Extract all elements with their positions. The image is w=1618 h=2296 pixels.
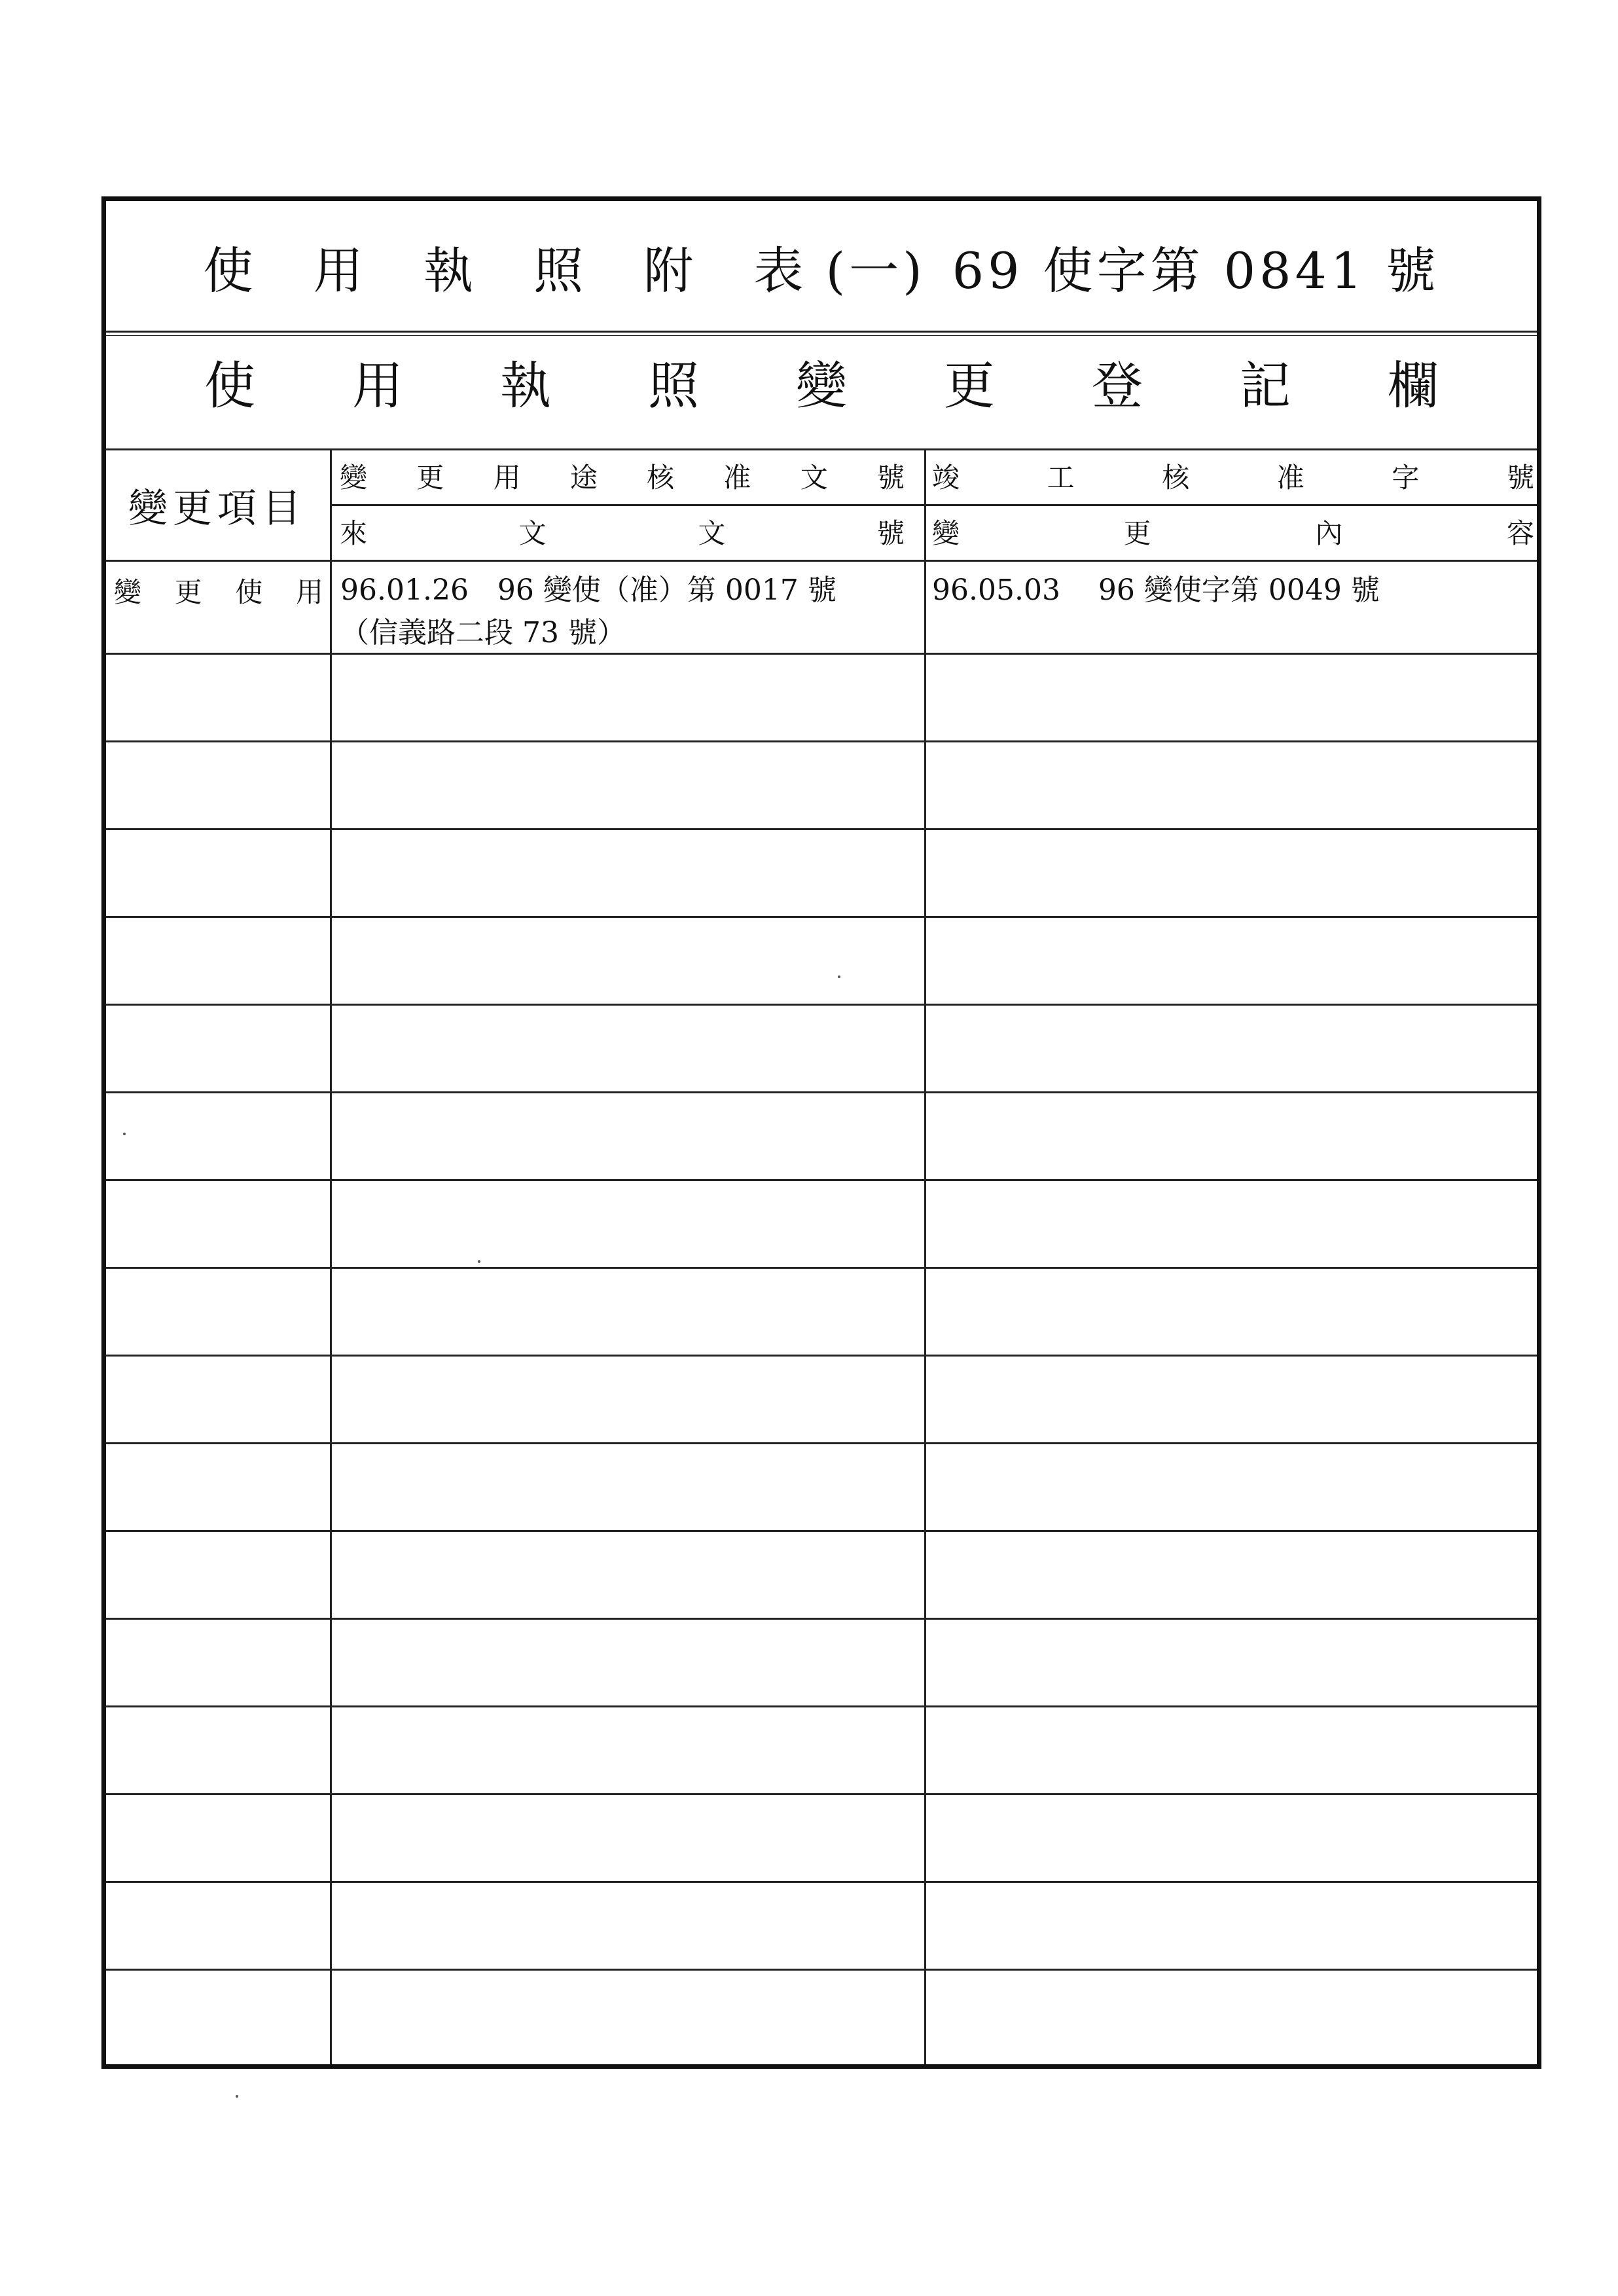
section-subtitle	[204, 340, 1439, 424]
row-divider	[106, 1530, 1537, 1532]
divider	[106, 560, 1537, 562]
subtitle-char: 變	[795, 357, 847, 416]
subtitle-char: 用	[351, 357, 403, 416]
subtitle-char: 欄	[1387, 357, 1439, 416]
divider	[332, 504, 1537, 506]
subtitle-char: 執	[499, 357, 551, 416]
row-divider	[106, 1705, 1537, 1707]
approval-header: 變 更 用 途 核 准 文 號	[340, 462, 905, 494]
license-number: 69 使字第 0841 號	[952, 241, 1440, 300]
form-title	[106, 227, 1537, 306]
row-divider	[106, 916, 1537, 918]
subtitle-char: 照	[647, 357, 699, 416]
license-form-frame	[101, 196, 1541, 2069]
row-divider	[106, 1004, 1537, 1006]
column-divider	[330, 448, 332, 2064]
row-divider	[106, 1355, 1537, 1357]
subtitle-char: 登	[1091, 357, 1143, 416]
approval-doc-number: 96.01.26 96 變使（准）第 0017 號	[340, 574, 836, 607]
form-title-main: 使 用 執 照 附 表	[203, 241, 826, 300]
subtitle-char: 記	[1239, 357, 1291, 416]
column-divider	[924, 448, 926, 2064]
subtitle-char: 使	[204, 357, 256, 416]
incoming-doc-header: 來 文 文 號	[340, 517, 905, 549]
row-divider	[106, 1618, 1537, 1620]
divider	[106, 331, 1537, 333]
change-item-cell: 變 更 使 用	[114, 576, 323, 608]
item-column-header: 變更項目	[128, 486, 306, 532]
row-divider	[106, 1091, 1537, 1093]
row-divider	[106, 1179, 1537, 1181]
approval-doc-note: （信義路二段 73 號）	[340, 616, 626, 649]
completion-header: 竣 工 核 准 字 號	[932, 462, 1534, 494]
row-divider	[106, 1969, 1537, 1971]
completion-doc-number: 96.05.03 96 變使字第 0049 號	[932, 574, 1380, 607]
row-divider	[106, 828, 1537, 830]
row-divider	[106, 1442, 1537, 1444]
row-divider	[106, 653, 1537, 655]
row-divider	[106, 1881, 1537, 1883]
change-content-header: 變 更 內 容	[932, 517, 1534, 549]
row-divider	[106, 740, 1537, 742]
row-divider	[106, 1267, 1537, 1269]
form-title-suffix: (一)	[825, 241, 926, 300]
subtitle-char: 更	[943, 357, 995, 416]
row-divider	[106, 1793, 1537, 1795]
